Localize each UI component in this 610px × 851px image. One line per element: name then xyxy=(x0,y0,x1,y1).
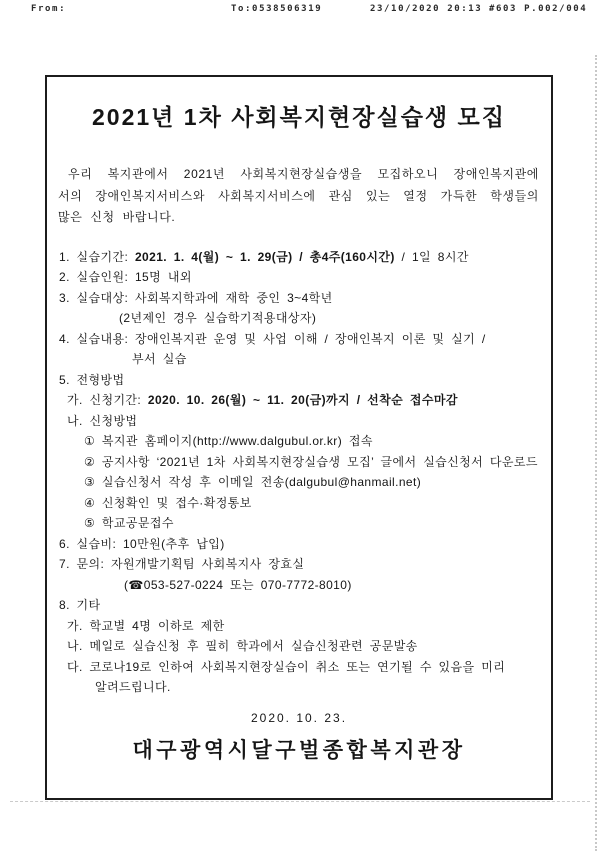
doc-line-application-method xyxy=(59,411,545,432)
doc-line-step3 xyxy=(59,472,545,493)
doc-line-etc-a xyxy=(59,616,545,637)
line-text: 알려드립니다. xyxy=(95,680,171,694)
doc-line-application-period xyxy=(59,390,545,411)
fax-from-label: From: xyxy=(31,4,67,14)
fax-page-number: #603 P.002/004 xyxy=(489,4,588,14)
line-text: ② 공지사항 ‘2021년 1차 사회복지현장실습생 모집’ 글에서 실습신청서 다운로드 xyxy=(84,454,538,469)
doc-line-etc-c-cont xyxy=(59,677,545,698)
scan-artifact-horizontal-line xyxy=(10,801,590,802)
line-text-bold: 2020. 10. 26(월) ~ 11. 20(금)까지 / 선착순 접수마감 xyxy=(147,393,458,407)
line-text: 나. 신청방법 xyxy=(67,413,138,428)
intro-line: 서의 장애인복지서비스와 사회복지서비스에 관심 있는 열정 가득한 학생들의 xyxy=(58,188,539,203)
line-text-bold: 2021. 1. 4(월) ~ 1. 29(금) / 총4주(160시간) xyxy=(134,249,395,264)
doc-line-eligibility xyxy=(59,288,545,309)
line-text: 5. 전형방법 xyxy=(59,372,125,387)
line-text: 4. 실습내용: 장애인복지관 운영 및 사업 이해 / 장애인복지 이론 및 실기 / xyxy=(59,331,486,346)
line-text: / 1일 8시간 xyxy=(394,249,469,264)
line-text: 3. 실습대상: 사회복지학과에 재학 중인 3~4학년 xyxy=(59,290,333,305)
doc-line-selection-method xyxy=(59,370,545,391)
fax-to-number: To:0538506319 xyxy=(231,4,323,14)
line-text: 7. 문의: 자원개발기획팀 사회복지사 장효실 xyxy=(59,557,305,571)
doc-line-step1 xyxy=(59,431,545,452)
intro-paragraph xyxy=(58,164,539,229)
line-text: 8. 기타 xyxy=(59,598,101,612)
doc-line-step2 xyxy=(59,452,545,473)
line-text: ④ 신청확인 및 접수·확정통보 xyxy=(84,495,252,510)
intro-line: 많은 신청 바랍니다. xyxy=(58,210,176,224)
signature: 대구광역시달구벌종합복지관장 xyxy=(132,738,466,762)
line-text: 1. 실습기간: xyxy=(59,249,135,264)
doc-line-etc-c xyxy=(59,657,545,678)
line-text: 6. 실습비: 10만원(추후 납입) xyxy=(59,536,225,551)
doc-line-training-period xyxy=(59,247,545,268)
document-border-box xyxy=(45,75,553,800)
intro-line: 우리 복지관에서 2021년 사회복지현장실습생을 모집하오니 장애인복지관에 xyxy=(68,167,539,181)
doc-line-fee xyxy=(59,534,545,555)
doc-line-contents-cont xyxy=(59,349,545,370)
doc-line-step4 xyxy=(59,493,545,514)
line-text: (2년제인 경우 실습학기적용대상자) xyxy=(119,311,317,325)
line-text: 2. 실습인원: 15명 내외 xyxy=(59,270,192,284)
doc-line-step5 xyxy=(59,513,545,534)
line-text: (☎053-527-0224 또는 070-7772-8010) xyxy=(124,577,352,592)
doc-line-etc xyxy=(59,595,545,616)
document-date: 2020. 10. 23. xyxy=(250,710,348,725)
doc-line-eligibility-note xyxy=(59,308,545,329)
line-text: ① 복지관 홈페이지(http://www.dalgubul.or.kr) 접속 xyxy=(84,434,373,448)
doc-line-contents xyxy=(59,329,545,350)
line-text: 나. 메일로 실습신청 후 필히 학과에서 실습신청관련 공문발송 xyxy=(67,639,418,653)
doc-line-etc-b xyxy=(59,636,545,657)
line-text: 가. 학교별 4명 이하로 제한 xyxy=(67,618,225,633)
line-text: 부서 실습 xyxy=(132,352,187,366)
doc-line-headcount xyxy=(59,267,545,288)
line-text: 가. 신청기간: xyxy=(67,393,148,407)
fax-datetime: 23/10/2020 20:13 xyxy=(370,4,483,14)
scan-artifact-vertical-line xyxy=(595,55,597,851)
document-title: 2021년 1차 사회복지현장실습생 모집 xyxy=(92,104,506,130)
doc-line-contact xyxy=(59,554,545,575)
line-text: 다. 코로나19로 인하여 사회복지현장실습이 취소 또는 연기될 수 있음을 미리 xyxy=(67,659,506,674)
fax-header xyxy=(0,4,610,18)
body-lines xyxy=(59,247,545,698)
line-text: ③ 실습신청서 작성 후 이메일 전송(dalgubul@hanmail.net) xyxy=(84,475,422,489)
line-text: ⑤ 학교공문접수 xyxy=(84,516,174,530)
doc-line-contact-phone xyxy=(59,575,545,596)
